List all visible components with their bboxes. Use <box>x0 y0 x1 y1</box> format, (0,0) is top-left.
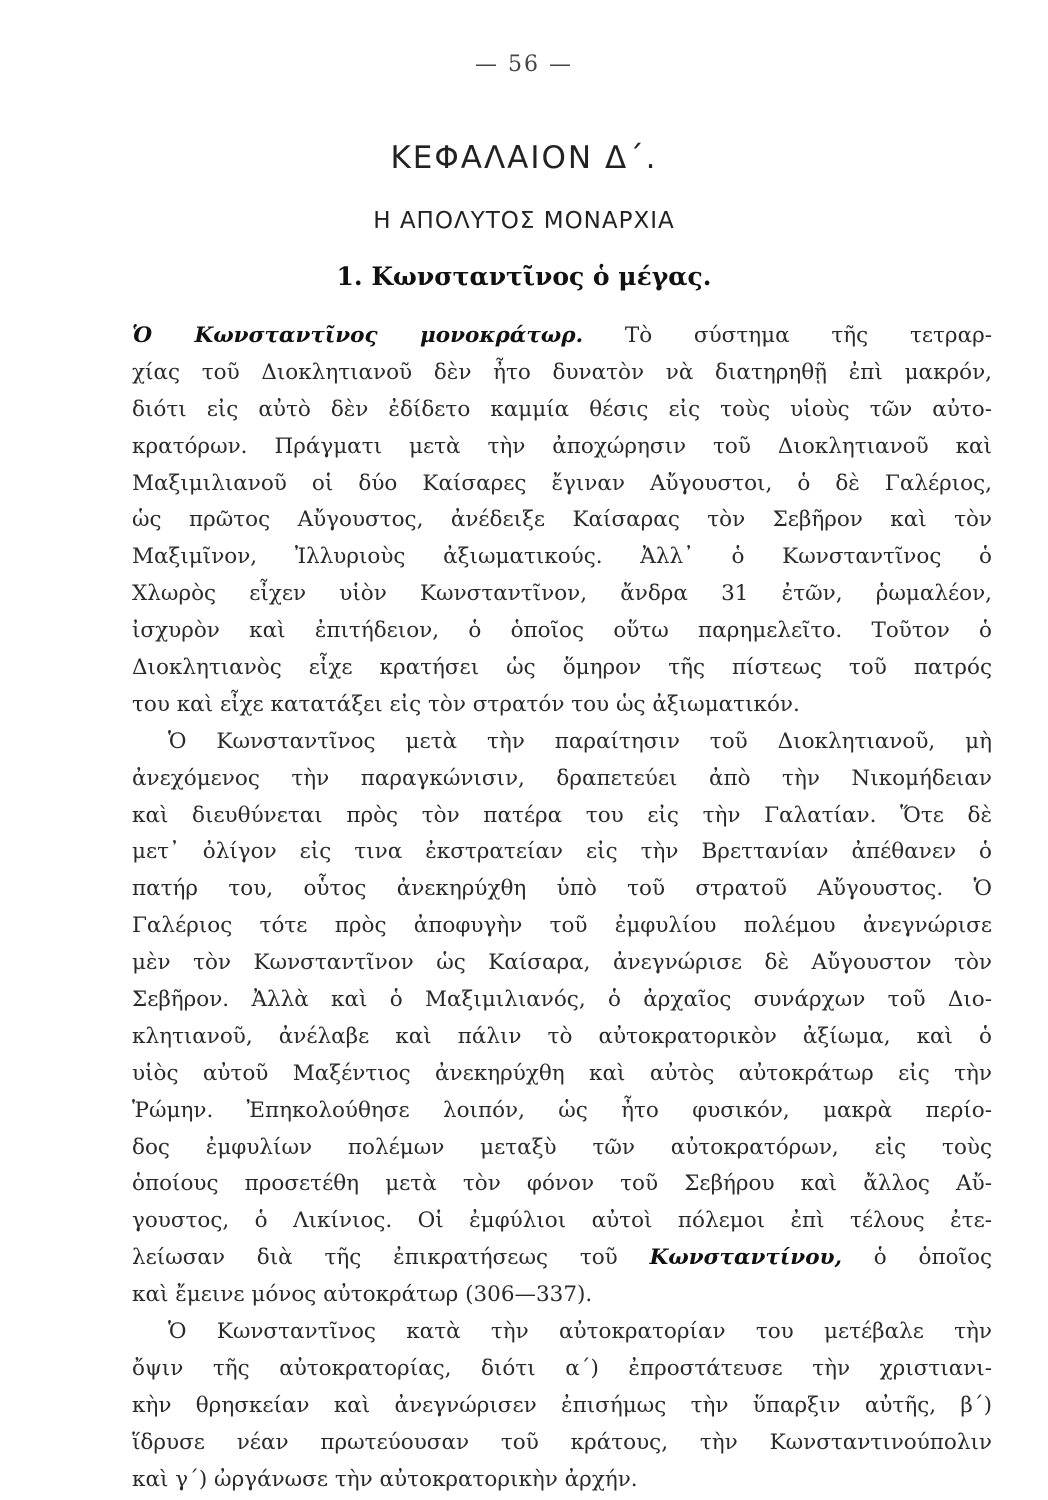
body-text <box>132 318 992 1499</box>
text-line: Γαλέριος τότε πρὸς ἀποφυγὴν τοῦ ἐμφυλίου πολέμου ἀνεγνώρισε <box>132 913 992 939</box>
emphasized-name: Κωνσταντίνου, <box>649 1245 842 1271</box>
text-fragment: λείωσαν διὰ τῆς ἐπικρατήσεως τοῦ <box>132 1245 618 1271</box>
text-line: καὶ ἔμεινε μόνος αὐτοκράτωρ (306—337). <box>132 1282 593 1308</box>
text-line: κρατόρων. Πράγματι μετὰ τὴν ἀποχώρησιν τοῦ Διοκλητιανοῦ καὶ <box>132 433 992 459</box>
text-line <box>132 318 992 355</box>
text-line: ὡς πρῶτος Αὔγουστος, ἀνέδειξε Καίσαρας τὸν Σεβῆρον καὶ τὸν <box>132 507 992 533</box>
page-number: — 56 — <box>475 52 573 77</box>
text-line: Μαξιμῖνον, Ἰλλυριοὺς ἀξιωματικούς. Ἀλλ᾽ ὁ Κωνσταντῖνος ὁ <box>132 544 992 570</box>
text-line: Διοκλητιανὸς εἶχε κρατήσει ὡς ὅμηρον τῆς πίστεως τοῦ πατρός <box>132 655 992 681</box>
emphasized-heading: Ὁ Κωνσταντῖνος μονοκράτωρ. <box>132 323 584 348</box>
text-line: καὶ διευθύνεται πρὸς τὸν πατέρα του εἰς τὴν Γαλατίαν. Ὅτε δὲ <box>132 802 992 828</box>
text-line: του καὶ εἶχε κατατάξει εἰς τὸν στρατόν του ὡς ἀξιωματικόν. <box>132 691 800 717</box>
text-line: διότι εἰς αὐτὸ δὲν ἐδίδετο καμμία θέσις εἰς τοὺς υἱοὺς τῶν αὐτο- <box>132 396 992 422</box>
text-line <box>132 1240 992 1277</box>
text-line: κὴν θρησκείαν καὶ ἀνεγνώρισεν ἐπισήμως τὴν ὕπαρξιν αὐτῆς, β΄) <box>132 1392 992 1418</box>
text-line: Ὁ Κωνσταντῖνος κατὰ τὴν αὐτοκρατορίαν του μετέβαλε τὴν <box>168 1319 992 1345</box>
text-line: κλητιανοῦ, ἀνέλαβε καὶ πάλιν τὸ αὐτοκρατορικὸν ἀξίωμα, καὶ ὁ <box>132 1023 992 1049</box>
text-line: μὲν τὸν Κωνσταντῖνον ὡς Καίσαρα, ἀνεγνώρισε δὲ Αὔγουστον τὸν <box>132 950 992 976</box>
chapter-subtitle: Η ΑΠΟΛΥΤΟΣ ΜΟΝΑΡΧΙΑ <box>373 208 675 234</box>
text-fragment: Τὸ σύστημα τῆς τετραρ- <box>624 323 992 348</box>
text-line: Σεβῆρον. Ἀλλὰ καὶ ὁ Μαξιμιλιανός, ὁ ἀρχαῖος συνάρχων τοῦ Διο- <box>132 987 992 1013</box>
text-line: ἰσχυρὸν καὶ ἐπιτήδειον, ὁ ὁποῖος οὕτω παρημελεῖτο. Τοῦτον ὁ <box>132 618 992 644</box>
text-line: χίας τοῦ Διοκλητιανοῦ δὲν ἦτο δυνατὸν νὰ διατηρηθῇ ἐπὶ μακρόν, <box>132 359 992 385</box>
text-line: γουστος, ὁ Λικίνιος. Οἱ ἐμφύλιοι αὐτοὶ πόλεμοι ἐπὶ τέλους ἐτε- <box>132 1208 992 1234</box>
text-line: ὄψιν τῆς αὐτοκρατορίας, διότι α΄) ἐπροστάτευσε τὴν χριστιανι- <box>132 1355 992 1381</box>
text-line: ἵδρυσε νέαν πρωτεύουσαν τοῦ κράτους, τὴν Κωνσταντινούπολιν <box>132 1429 992 1455</box>
text-line: δος ἐμφυλίων πολέμων μεταξὺ τῶν αὐτοκρατόρων, εἰς τοὺς <box>132 1134 992 1160</box>
text-fragment: ὁ ὁποῖος <box>873 1245 992 1271</box>
text-line: πατήρ του, οὗτος ἀνεκηρύχθη ὑπὸ τοῦ στρατοῦ Αὔγουστος. Ὁ <box>132 876 992 902</box>
text-line: καὶ γ΄) ὠργάνωσε τὴν αὐτοκρατορικὴν ἀρχήν. <box>132 1466 638 1492</box>
text-line: Ὁ Κωνσταντῖνος μετὰ τὴν παραίτησιν τοῦ Διοκλητιανοῦ, μὴ <box>168 728 992 754</box>
text-line: ὁποίους προσετέθη μετὰ τὸν φόνον τοῦ Σεβήρου καὶ ἄλλος Αὔ- <box>132 1171 992 1197</box>
text-line: Ῥώμην. Ἐπηκολούθησε λοιπόν, ὡς ἦτο φυσικόν, μακρὰ περίο- <box>132 1097 992 1123</box>
text-line: Μαξιμιλιανοῦ οἱ δύο Καίσαρες ἔγιναν Αὔγουστοι, ὁ δὲ Γαλέριος, <box>132 470 992 496</box>
chapter-title: ΚΕΦΑΛΑΙΟΝ Δ΄. <box>390 140 658 176</box>
section-title: 1. Κωνσταντῖνος ὁ μέγας. <box>336 262 712 291</box>
text-line: υἱὸς αὐτοῦ Μαξέντιος ἀνεκηρύχθη καὶ αὐτὸς αὐτοκράτωρ εἰς τὴν <box>132 1060 992 1086</box>
text-line: Χλωρὸς εἶχεν υἱὸν Κωνσταντῖνον, ἄνδρα 31 ἐτῶν, ῥωμαλέον, <box>132 581 992 607</box>
text-line: ἀνεχόμενος τὴν παραγκώνισιν, δραπετεύει ἀπὸ τὴν Νικομήδειαν <box>132 765 992 791</box>
text-line: μετ᾽ ὀλίγον εἰς τινα ἐκστρατείαν εἰς τὴν Βρεττανίαν ἀπέθανεν ὁ <box>132 839 992 865</box>
